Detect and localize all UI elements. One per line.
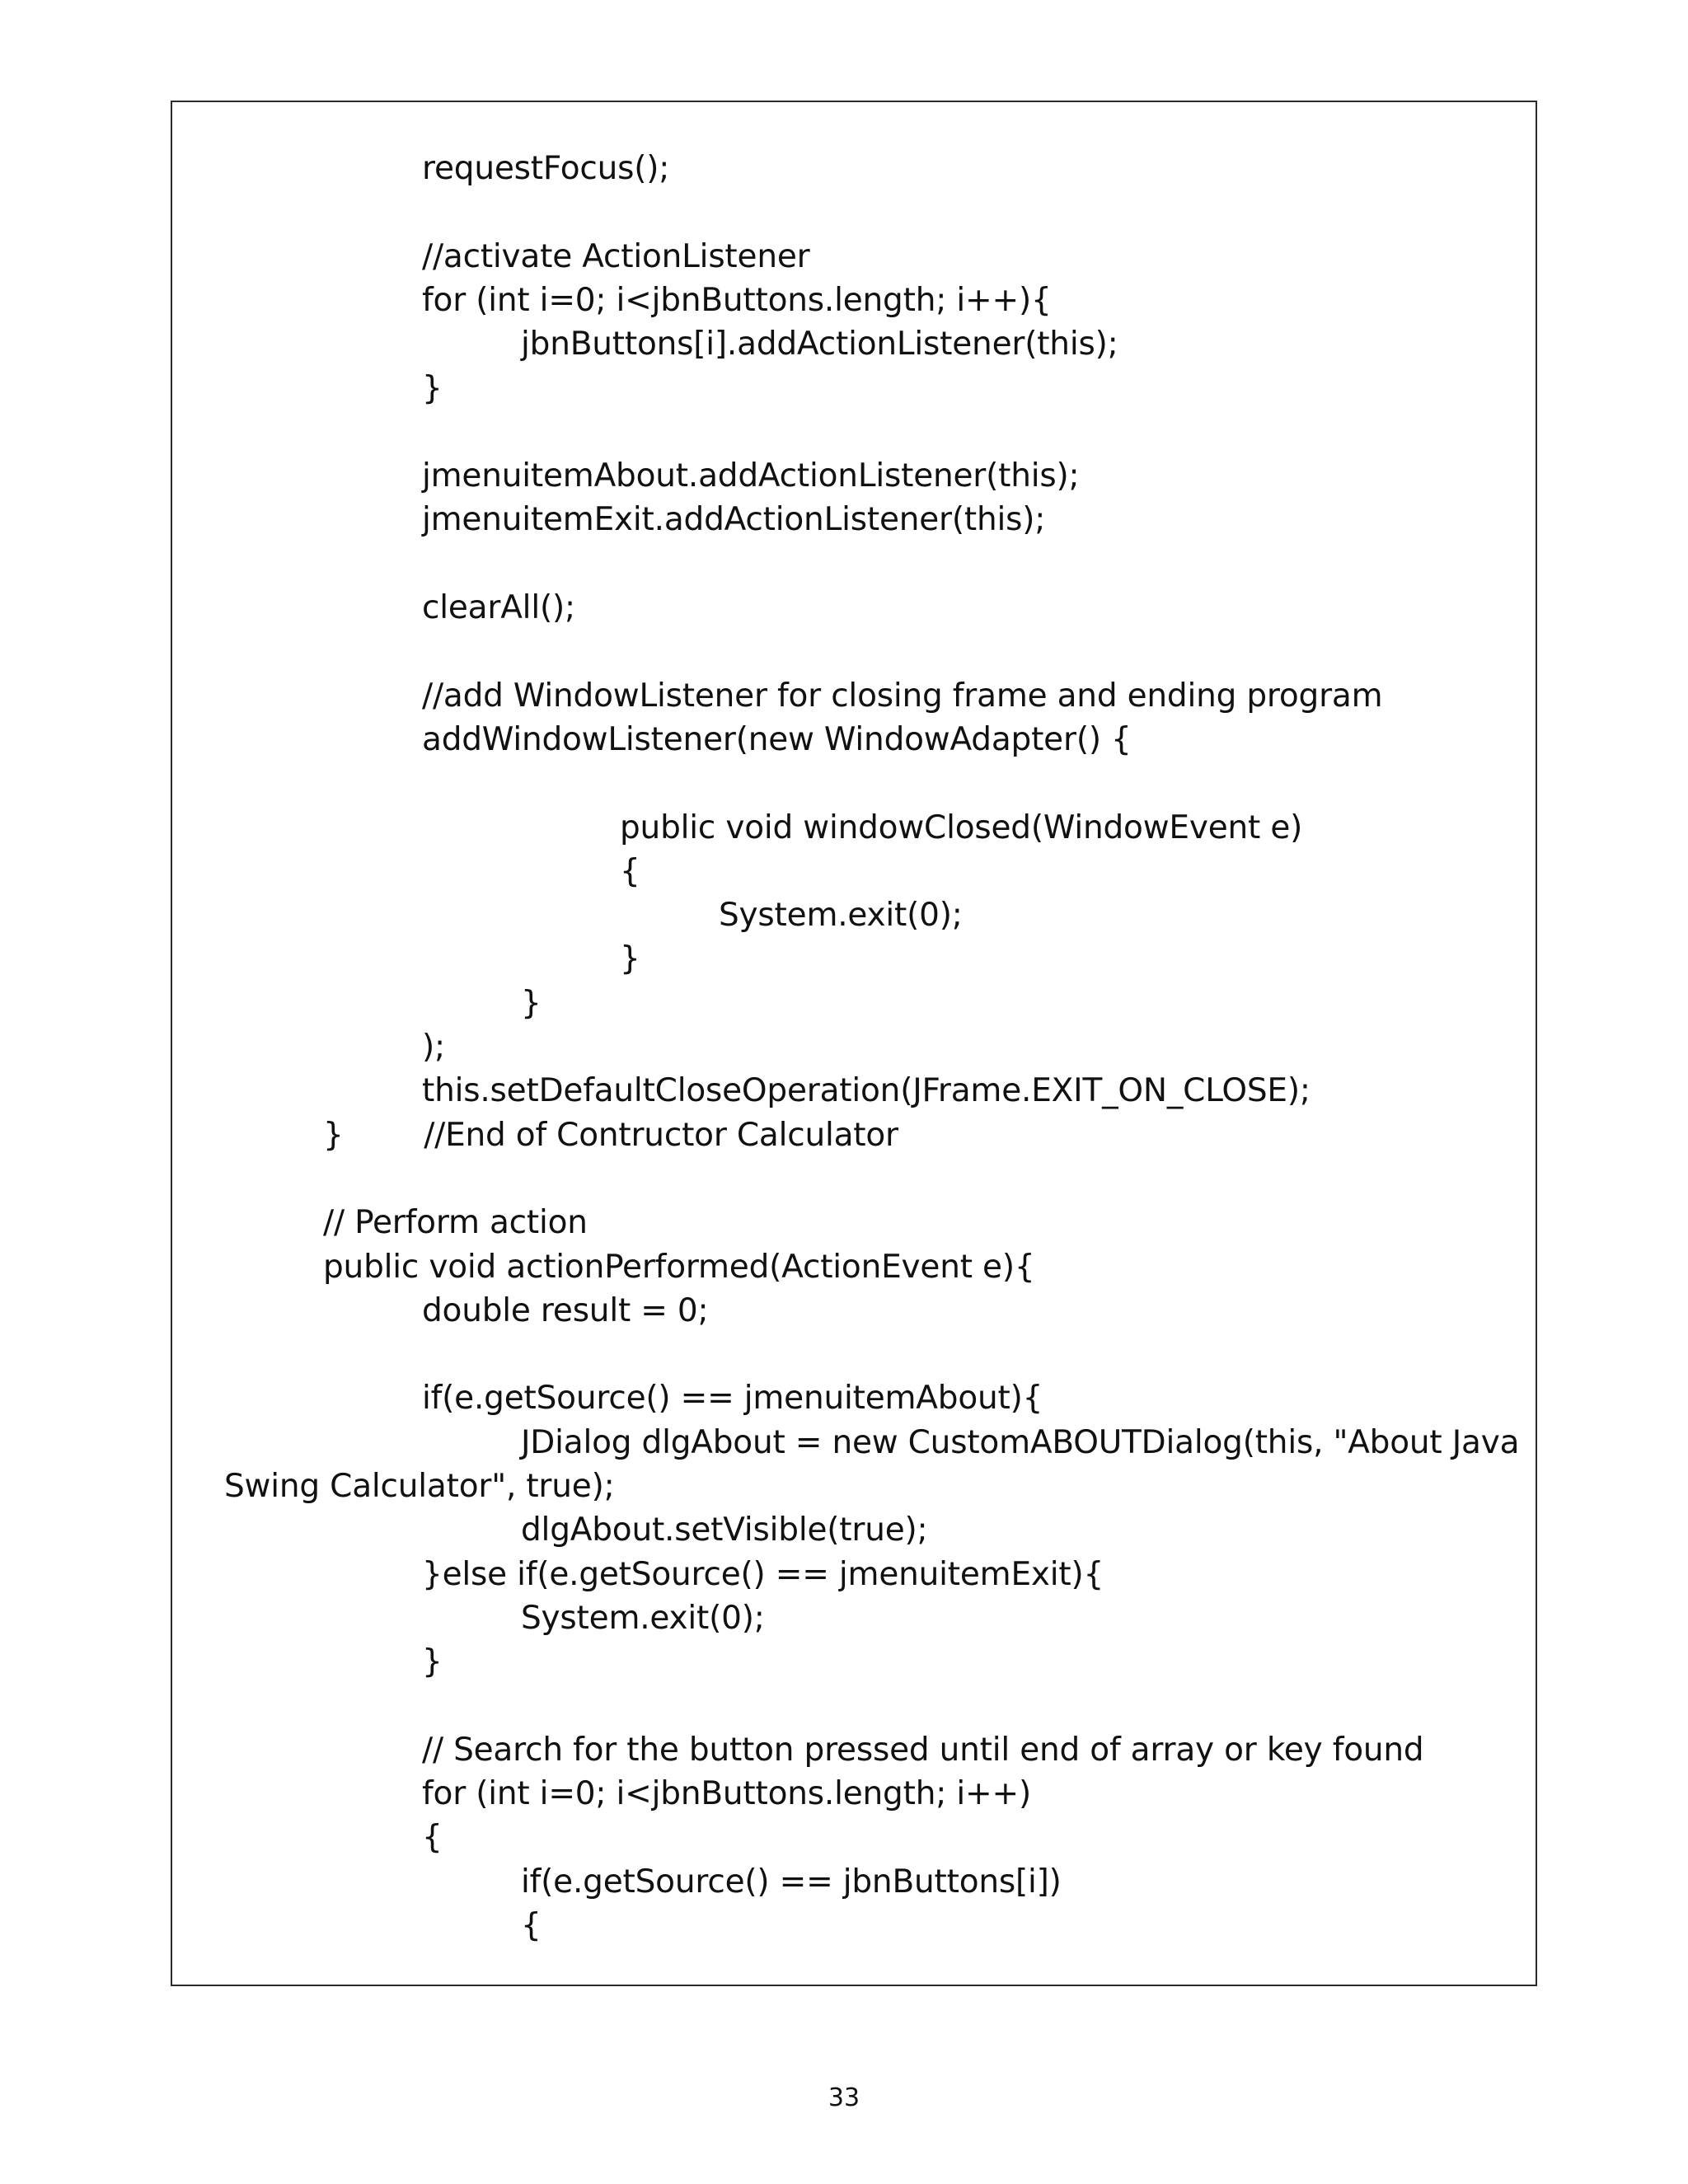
code-listing-frame [171,101,1537,1986]
code-line: } //End of Contructor Calculator [323,1116,898,1154]
code-line: jbnButtons[i].addActionListener(this); [521,326,1118,363]
code-line: { [521,1907,542,1944]
code-line: ); [422,1029,445,1066]
code-line: double result = 0; [422,1291,709,1329]
code-line: dlgAbout.setVisible(true); [521,1511,928,1549]
code-line: clearAll(); [422,589,575,626]
code-line: this.setDefaultCloseOperation(JFrame.EXIT_ON_CLOSE); [422,1072,1311,1110]
code-line: public void windowClosed(WindowEvent e) [620,808,1303,846]
code-line: JDialog dlgAbout = new CustomABOUTDialog(this, "About Java [521,1423,1520,1461]
page-number: 33 [828,2083,860,2112]
code-line: Swing Calculator", true); [224,1468,615,1505]
code-line: } [620,940,640,978]
code-line: public void actionPerformed(ActionEvent e){ [323,1248,1035,1286]
code-line: for (int i=0; i<jbnButtons.length; i++){ [422,281,1052,319]
code-line: //add WindowListener for closing frame and ending program [422,677,1383,715]
code-line: // Search for the button pressed until end of array or key found [422,1731,1424,1769]
code-line: //activate ActionListener [422,237,810,275]
code-line: } [422,1643,443,1681]
code-line: if(e.getSource() == jbnButtons[i]) [521,1863,1062,1900]
code-line: } [521,984,542,1022]
code-line: System.exit(0); [719,897,963,935]
code-line: } [422,369,443,407]
code-line: requestFocus(); [422,150,670,187]
code-line: for (int i=0; i<jbnButtons.length; i++) [422,1775,1031,1813]
code-line: }else if(e.getSource() == jmenuitemExit){ [422,1555,1104,1593]
code-line: System.exit(0); [521,1599,765,1637]
code-line: jmenuitemExit.addActionListener(this); [422,501,1046,539]
code-line: { [422,1819,443,1857]
code-line: { [620,852,640,890]
code-line: if(e.getSource() == jmenuitemAbout){ [422,1380,1043,1418]
code-line: // Perform action [323,1204,588,1242]
code-line: addWindowListener(new WindowAdapter() { [422,720,1132,758]
code-line: jmenuitemAbout.addActionListener(this); [422,457,1080,495]
